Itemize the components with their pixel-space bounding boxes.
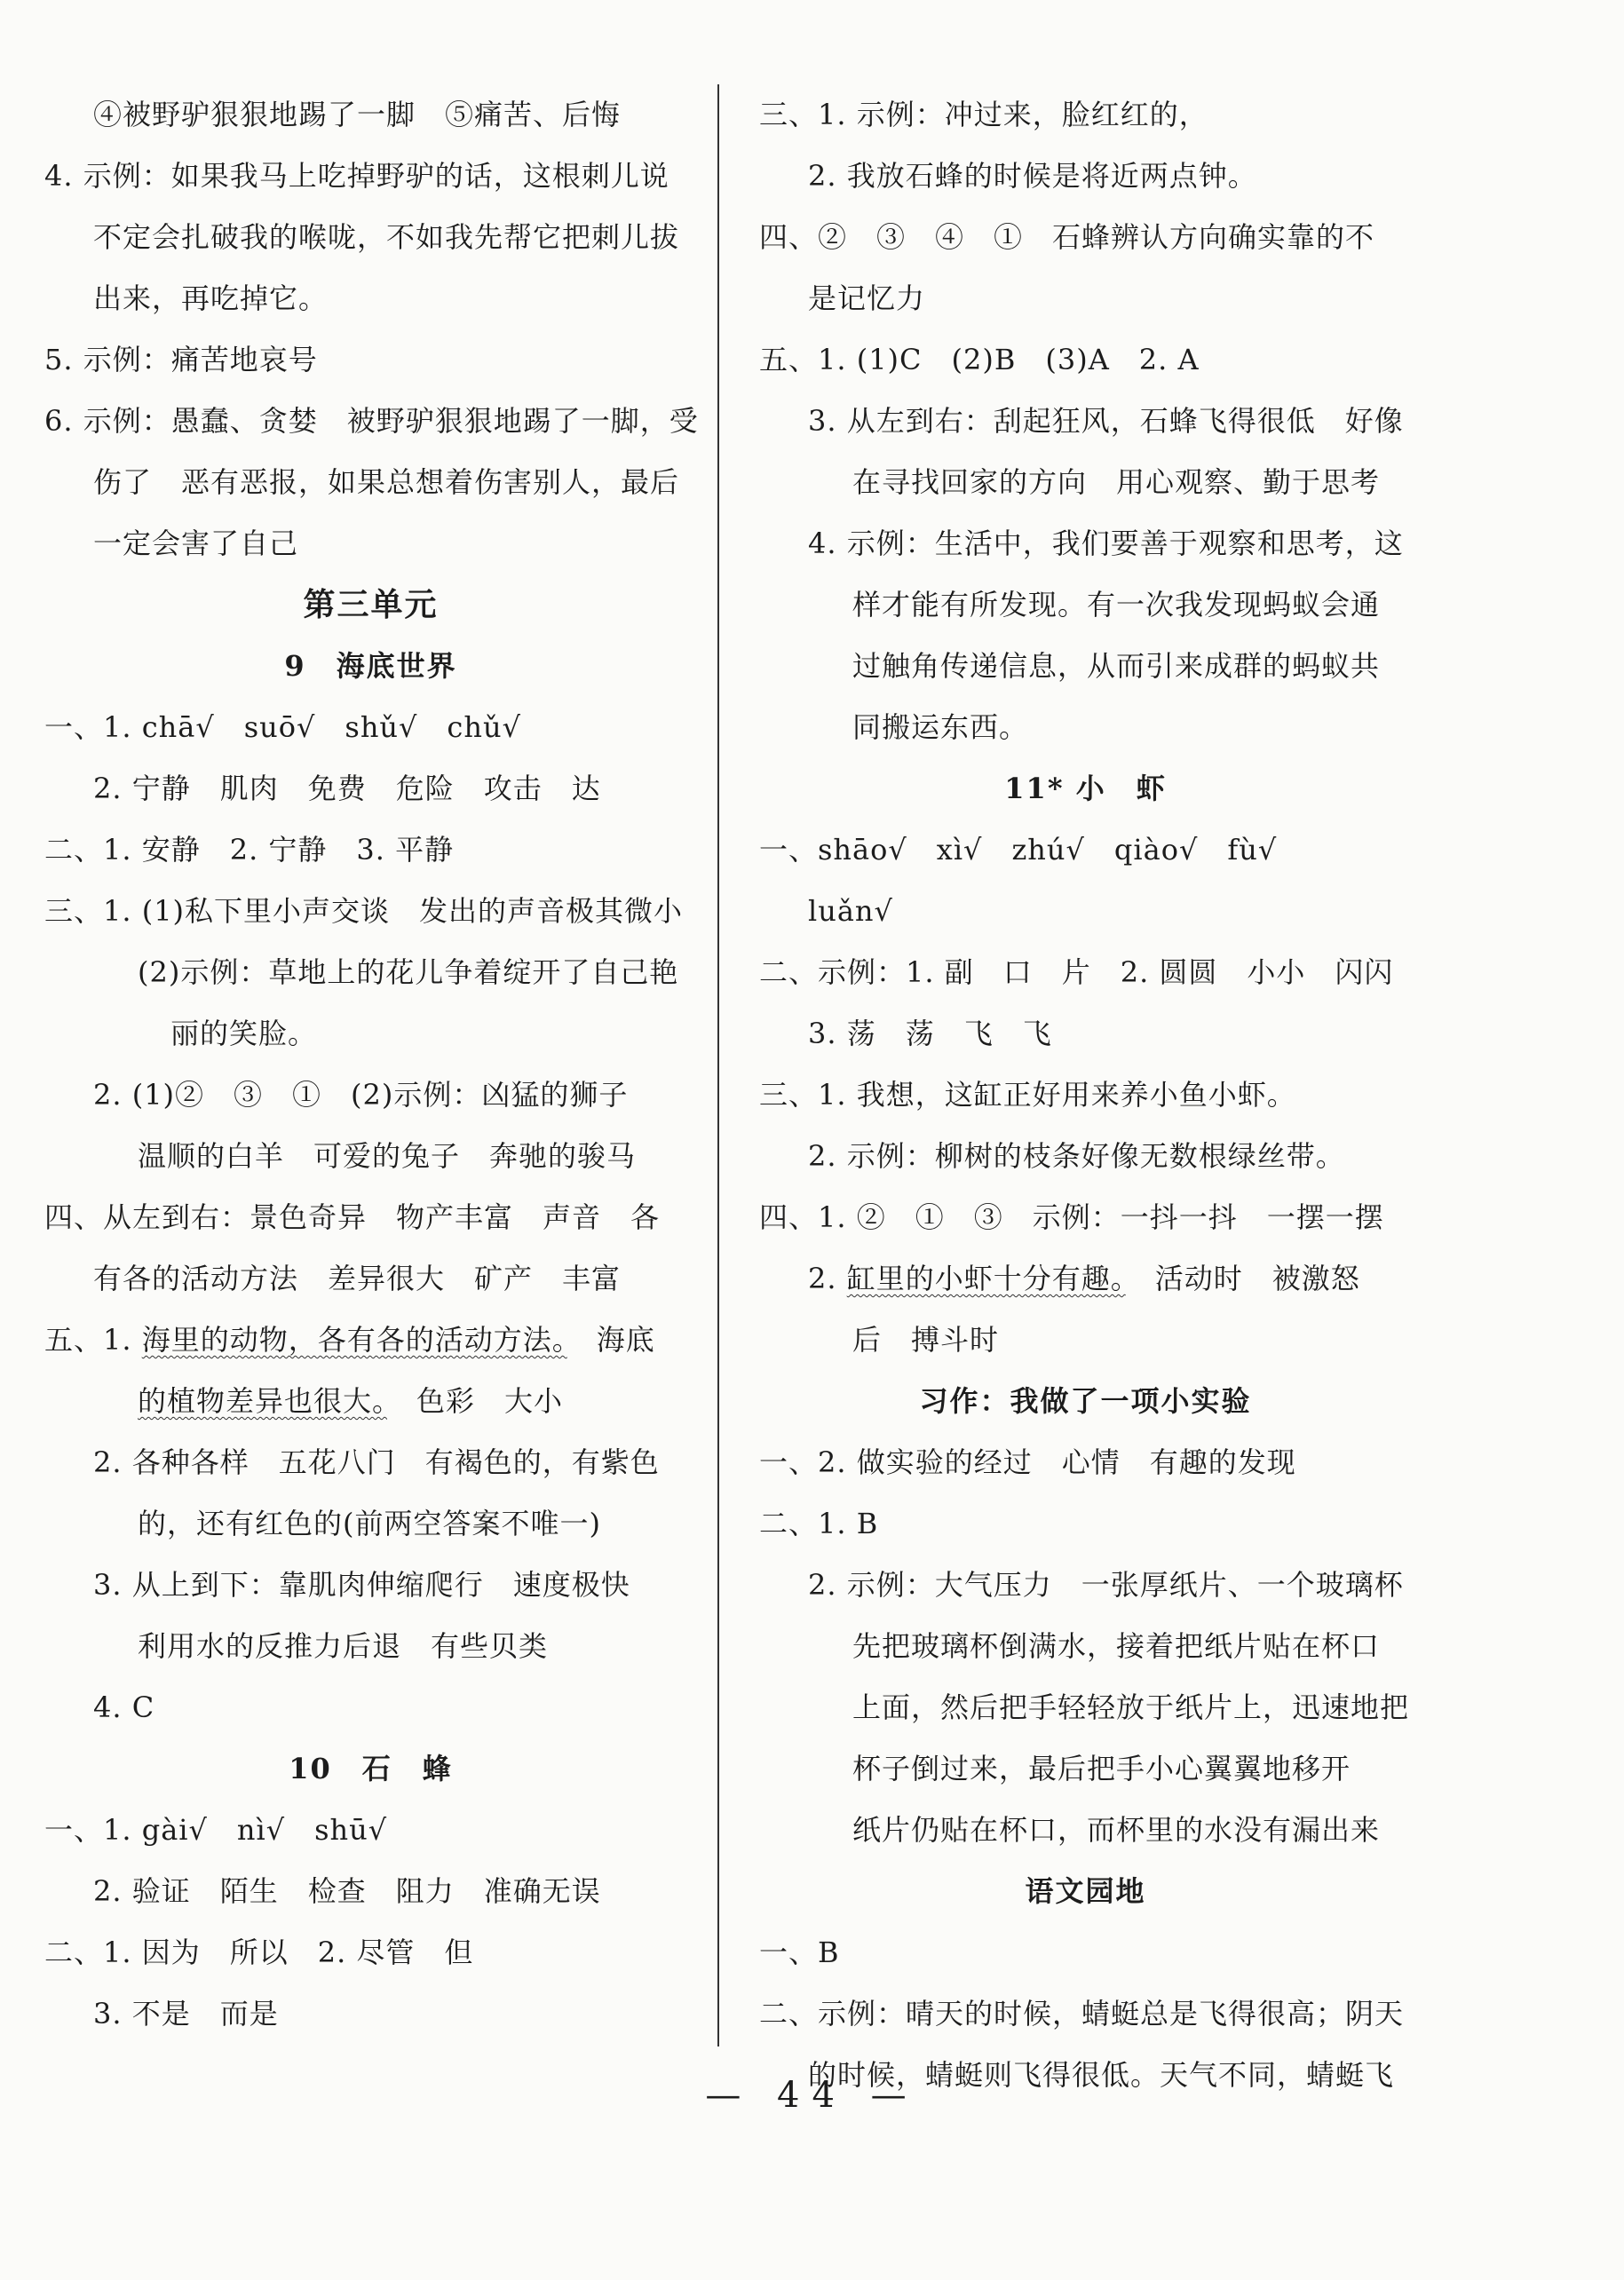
page-number: — 44 — <box>705 2075 919 2116</box>
answer-line: 二、1. B <box>759 1507 879 1540</box>
answer-line: 4. 示例：如果我马上吃掉野驴的话，这根刺儿说 <box>44 159 669 193</box>
answer-line: 出来，再吃掉它。 <box>93 281 329 315</box>
wavy-underlined-text: 缸里的小虾十分有趣。 <box>846 1262 1126 1295</box>
answer-line: 利用水的反推力后退 有些贝类 <box>138 1629 549 1663</box>
answer-line: 一、1. chā√ suō√ shǔ√ chǔ√ <box>44 710 521 744</box>
answer-line: luǎn√ <box>808 894 893 928</box>
answer-line: 有各的活动方法 差异很大 矿产 丰富 <box>93 1262 622 1295</box>
answer-line: 四、② ③ ④ ① 石蜂辨认方向确实靠的不 <box>759 220 1375 254</box>
column-divider <box>717 84 719 2046</box>
wavy-underlined-text: 的植物差异也很大。 <box>138 1384 388 1418</box>
answer-line: 2. 验证 陌生 检查 阻力 准确无误 <box>93 1874 601 1908</box>
answer-line: 9 海底世界 <box>284 649 457 683</box>
answer-line: 2. 缸里的小虾十分有趣。 活动时 被激怒 <box>808 1262 1360 1295</box>
answer-line: 2. 宁静 肌肉 免费 危险 攻击 达 <box>93 772 601 805</box>
answer-line: 语文园地 <box>1025 1874 1146 1908</box>
answer-line: 3. 不是 而是 <box>93 1997 279 2031</box>
answer-line: 杯子倒过来，最后把手小心翼翼地移开 <box>852 1752 1351 1785</box>
answer-line: 过触角传递信息，从而引来成群的蚂蚁共 <box>852 649 1381 683</box>
wavy-underlined-text: 海里的动物，各有各的活动方法。 <box>141 1323 567 1357</box>
answer-line: 6. 示例：愚蠢、贪婪 被野驴狠狠地踢了一脚，受 <box>44 404 699 438</box>
answer-line: 同搬运东西。 <box>852 710 1029 744</box>
answer-line: 上面，然后把手轻轻放于纸片上，迅速地把 <box>852 1690 1410 1724</box>
answer-line: 2. 示例：柳树的枝条好像无数根绿丝带。 <box>808 1139 1345 1173</box>
answer-line: 二、示例：1. 副 口 片 2. 圆圆 小小 闪闪 <box>759 955 1394 989</box>
answer-line: 三、1. 示例：冲过来，脸红红的， <box>759 98 1208 131</box>
answer-line: 习作：我做了一项小实验 <box>919 1384 1252 1418</box>
answer-line: 2. 我放石蜂的时候是将近两点钟。 <box>808 159 1257 193</box>
answer-line: 2. 示例：大气压力 一张厚纸片、一个玻璃杯 <box>808 1568 1404 1602</box>
answer-line: 是记忆力 <box>808 281 926 315</box>
answer-line: 11* 小 虾 <box>1004 772 1167 805</box>
answer-line: 2. 各种各样 五花八门 有褐色的，有紫色 <box>93 1445 660 1479</box>
answer-line: 10 石 蜂 <box>289 1752 453 1785</box>
answer-line: 温顺的白羊 可爱的兔子 奔驰的骏马 <box>138 1139 637 1173</box>
answer-line: 2. (1)② ③ ① (2)示例：凶猛的狮子 <box>93 1078 629 1112</box>
answer-line: 第三单元 <box>303 586 439 623</box>
answer-line: 四、1. ② ① ③ 示例：一抖一抖 一摆一摆 <box>759 1200 1384 1234</box>
answer-line: 3. 从上到下：靠肌肉伸缩爬行 速度极快 <box>93 1568 630 1602</box>
answer-line: 一定会害了自己 <box>93 526 299 560</box>
answer-line: 的时候，蜻蜓则飞得很低。天气不同，蜻蜓飞 <box>808 2058 1395 2092</box>
answer-line: 四、从左到右：景色奇异 物产丰富 声音 各 <box>44 1200 661 1234</box>
answer-line: 二、示例：晴天的时候，蜻蜓总是飞得很高；阴天 <box>759 1997 1405 2031</box>
answer-line: (2)示例：草地上的花儿争着绽开了自己艳 <box>138 955 679 989</box>
answer-line: 样才能有所发现。有一次我发现蚂蚁会通 <box>852 588 1381 621</box>
answer-line: 后 搏斗时 <box>852 1323 1000 1357</box>
answer-line: 二、1. 因为 所以 2. 尽管 但 <box>44 1936 474 1969</box>
answer-line: 五、1. 海里的动物，各有各的活动方法。 海底 <box>44 1323 655 1357</box>
answer-line: 3. 从左到右：刮起狂风，石蜂飞得很低 好像 <box>808 404 1404 438</box>
answer-line: 先把玻璃杯倒满水，接着把纸片贴在杯口 <box>852 1629 1381 1663</box>
answer-line: 一、2. 做实验的经过 心情 有趣的发现 <box>759 1445 1296 1479</box>
answer-line: 在寻找回家的方向 用心观察、勤于思考 <box>852 465 1381 499</box>
answer-line: ④被野驴狠狠地踢了一脚 ⑤痛苦、后悔 <box>93 98 622 131</box>
answer-line: 的植物差异也很大。 色彩 大小 <box>138 1384 564 1418</box>
answer-line: 一、B <box>759 1936 840 1969</box>
answer-line: 不定会扎破我的喉咙，不如我先帮它把刺儿拔 <box>93 220 680 254</box>
answer-line: 丽的笑脸。 <box>170 1017 318 1050</box>
answer-line: 4. 示例：生活中，我们要善于观察和思考，这 <box>808 526 1404 560</box>
answer-line: 的，还有红色的(前两空答案不唯一) <box>138 1507 601 1540</box>
answer-line: 5. 示例：痛苦地哀号 <box>44 343 318 376</box>
answer-line: 3. 荡 荡 飞 飞 <box>808 1017 1052 1050</box>
answer-line: 二、1. 安静 2. 宁静 3. 平静 <box>44 833 455 867</box>
answer-line: 4. C <box>93 1690 155 1724</box>
answer-line: 五、1. (1)C (2)B (3)A 2. A <box>759 343 1200 376</box>
answer-line: 三、1. 我想，这缸正好用来养小鱼小虾。 <box>759 1078 1296 1112</box>
answer-line: 伤了 恶有恶报，如果总想着伤害别人，最后 <box>93 465 680 499</box>
answer-line: 一、1. gài√ nì√ shū√ <box>44 1813 388 1847</box>
left-column <box>44 84 697 2045</box>
answer-line: 纸片仍贴在杯口，而杯里的水没有漏出来 <box>852 1813 1381 1847</box>
answer-line: 三、1. (1)私下里小声交谈 发出的声音极其微小 <box>44 894 684 928</box>
answer-line: 一、shāo√ xì√ zhú√ qiào√ fù√ <box>759 833 1278 867</box>
right-column <box>759 84 1412 2106</box>
